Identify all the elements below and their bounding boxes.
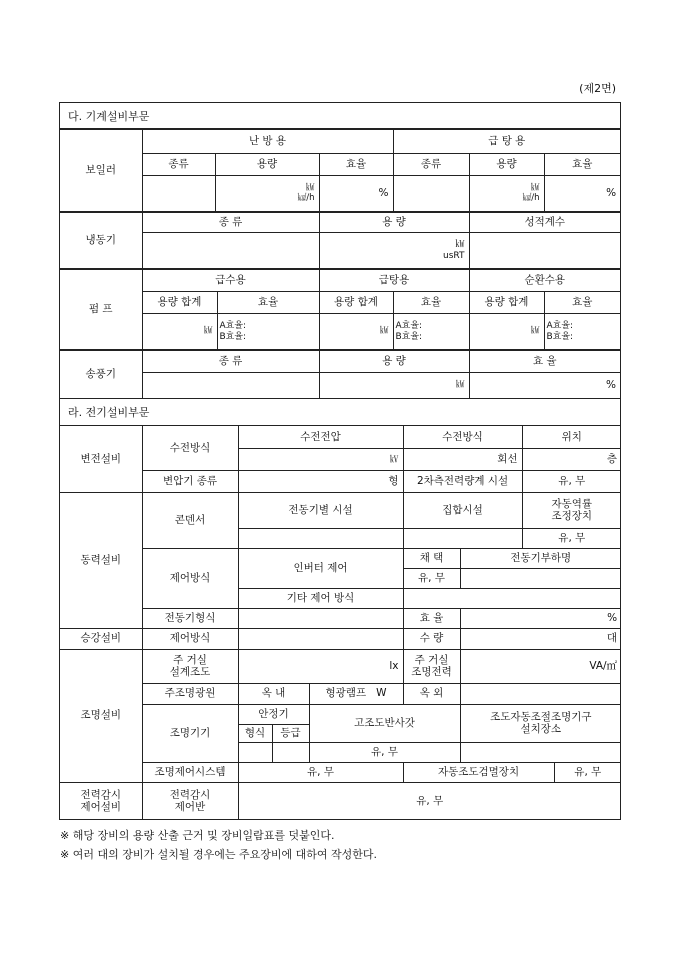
- lighting-power-line1: 주 거실: [414, 653, 449, 666]
- unit-kw: ㎾: [530, 325, 540, 336]
- unit-kcal: ㎉/h: [297, 192, 315, 203]
- boiler-heating-efficiency-input[interactable]: [319, 176, 393, 212]
- monitor-label: [60, 782, 142, 820]
- motor-type-input[interactable]: [238, 608, 403, 628]
- pump-circulation-efficiency-header: 효율: [544, 292, 620, 314]
- unit-kv: ㎸: [390, 454, 399, 465]
- unit-percent: %: [378, 187, 389, 200]
- unit-kw: ㎾: [531, 182, 540, 193]
- monitor-panel-label: [142, 782, 238, 820]
- position-input[interactable]: [522, 448, 621, 470]
- a-efficiency: A효율:: [546, 321, 574, 332]
- other-control-label: 기타 제어 방식: [238, 588, 403, 608]
- b-efficiency: B효율:: [219, 331, 247, 342]
- boiler-hotwater-type-input[interactable]: [393, 176, 469, 212]
- unit-kw: ㎾: [455, 240, 465, 251]
- b-efficiency: B효율:: [546, 331, 574, 342]
- motor-load-input[interactable]: [460, 568, 621, 588]
- auto-dim-input[interactable]: [460, 742, 621, 762]
- lighting-power-input[interactable]: [460, 649, 621, 683]
- type-suffix: 형: [388, 474, 399, 487]
- ballast-header: 안정기: [238, 704, 309, 724]
- unit-percent: %: [607, 611, 618, 624]
- secondary-meter-yesno[interactable]: 유, 무: [522, 470, 621, 492]
- pump-circulation-efficiency-input[interactable]: [544, 314, 620, 350]
- adoption-label: 채 택: [403, 548, 460, 568]
- motor-load-header: 전동기부하명: [460, 548, 621, 568]
- control-system-yesno[interactable]: 유, 무: [238, 762, 403, 782]
- unit-w: W: [376, 687, 387, 700]
- ballast-type-header: 형식: [238, 724, 272, 742]
- auto-pf-line2: 조정장치: [551, 510, 593, 522]
- elevator-quantity-label: 수 량: [403, 628, 460, 649]
- fan-capacity-input[interactable]: [319, 373, 469, 399]
- secondary-meter-label: 2차측전력량계 시설: [403, 470, 522, 492]
- transformer-type-label: 변압기 종류: [142, 470, 238, 492]
- boiler-heating-type-header: 종류: [142, 154, 215, 176]
- elec-section-title: 라. 전기설비부문: [60, 399, 620, 426]
- circuit-input[interactable]: [403, 448, 522, 470]
- outdoor-input[interactable]: [460, 683, 621, 704]
- monitor-panel-line2: 제어반: [174, 801, 206, 814]
- unit-circuit: 회선: [497, 452, 518, 465]
- auto-pf-header: [522, 492, 621, 528]
- chiller-capacity-header: 용 량: [319, 213, 469, 233]
- boiler-hotwater-header: 급 탕 용: [393, 130, 620, 154]
- pump-supply-capacity-header: 용량 합계: [142, 292, 217, 314]
- fan-efficiency-input[interactable]: [469, 373, 620, 399]
- pump-hotwater-efficiency-header: 효율: [393, 292, 469, 314]
- centralized-input[interactable]: [403, 528, 522, 548]
- chiller-cop-input[interactable]: [469, 233, 620, 269]
- elevator-control-input[interactable]: [238, 628, 403, 649]
- auto-pf-line1: 자동역률: [551, 497, 593, 510]
- boiler-heating-capacity-header: 용량: [215, 154, 319, 176]
- position-header: 위치: [522, 426, 621, 448]
- pump-circulation-capacity-header: 용량 합계: [469, 292, 544, 314]
- high-reflect-yesno[interactable]: 유, 무: [309, 742, 460, 762]
- pump-hotwater-capacity-header: 용량 합계: [319, 292, 393, 314]
- chiller-type-header: 종 류: [142, 213, 319, 233]
- motor-individual-header: 전동기별 시설: [238, 492, 403, 528]
- other-control-input[interactable]: [403, 588, 621, 608]
- motor-efficiency-input[interactable]: [460, 608, 621, 628]
- design-lux-input[interactable]: [238, 649, 403, 683]
- fan-efficiency-header: 효 율: [469, 351, 620, 373]
- note-1: ※ 해당 장비의 용량 산출 근거 및 장비일람표를 덧붙인다.: [60, 829, 335, 842]
- receiving-method-header: 수전방식: [403, 426, 522, 448]
- pump-supply-efficiency-header: 효율: [217, 292, 319, 314]
- pump-supply-efficiency-input[interactable]: [217, 314, 319, 350]
- unit-floor: 층: [606, 452, 618, 465]
- elec-table: [60, 426, 621, 820]
- motor-efficiency-label: 효 율: [403, 608, 460, 628]
- unit-usrt: usRT: [443, 250, 465, 261]
- design-lux-label: [142, 649, 238, 683]
- fan-type-input[interactable]: [142, 373, 319, 399]
- lighting-label: 조명설비: [60, 649, 142, 782]
- fan-capacity-header: 용 량: [319, 351, 469, 373]
- form-page-2: [59, 102, 621, 820]
- fixtures-label: 조명기기: [142, 704, 238, 762]
- auto-dim-line2: 설치장소: [520, 723, 562, 735]
- monitor-panel-line1: 전력감시: [169, 789, 211, 802]
- pump-hotwater-efficiency-input[interactable]: [393, 314, 469, 350]
- auto-dimmer-yesno[interactable]: 유, 무: [554, 762, 621, 782]
- design-lux-line2: 설계조도: [169, 666, 211, 678]
- power-label: 동력설비: [60, 492, 142, 628]
- notes: [60, 826, 377, 864]
- auto-dim-header: [460, 704, 621, 742]
- boiler-hotwater-efficiency-header: 효율: [544, 154, 620, 176]
- lighting-power-line2: 조명전력: [411, 666, 452, 678]
- lighting-power-label: [403, 649, 460, 683]
- boiler-heating-efficiency-header: 효율: [319, 154, 393, 176]
- unit-kw: ㎾: [203, 325, 213, 336]
- main-light-source-label: 주조명광원: [142, 683, 238, 704]
- motor-type-label: 전동기형식: [142, 608, 238, 628]
- unit-kw: ㎾: [379, 325, 389, 336]
- high-reflect-header: 고조도반사갓: [309, 704, 460, 742]
- boiler-table: [60, 129, 620, 212]
- motor-individual-input[interactable]: [238, 528, 403, 548]
- unit-va: VA/㎡: [589, 659, 618, 672]
- auto-dimmer-label: 자동조도검멸장치: [403, 762, 554, 782]
- monitor-label-line2: 제어설비: [80, 801, 122, 814]
- auto-dim-line1: 조도자동조절조명기구: [490, 710, 592, 723]
- transformer-type-input[interactable]: [238, 470, 403, 492]
- pump-circulation-header: 순환수용: [469, 270, 620, 292]
- unit-percent: %: [606, 187, 617, 200]
- fluorescent-label: 형광램프: [325, 687, 367, 700]
- pump-hotwater-header: 급탕용: [319, 270, 469, 292]
- condenser-label: 콘덴서: [142, 492, 238, 548]
- fan-type-header: 종 류: [142, 351, 319, 373]
- unit-kcal: ㎉/h: [522, 192, 540, 203]
- page-number: (제2면): [579, 82, 616, 95]
- pump-table: [60, 269, 620, 350]
- boiler-hotwater-capacity-header: 용량: [469, 154, 544, 176]
- chiller-capacity-input[interactable]: [319, 233, 469, 269]
- centralized-header: 집합시설: [403, 492, 522, 528]
- ballast-grade-input[interactable]: [272, 742, 309, 762]
- ballast-grade-header: 등급: [272, 724, 309, 742]
- inverter-header: 인버터 제어: [238, 548, 403, 588]
- boiler-hotwater-efficiency-input[interactable]: [544, 176, 620, 212]
- b-efficiency: B효율:: [395, 331, 423, 342]
- elevator-label: 승강설비: [60, 628, 142, 649]
- outdoor-label: 옥 외: [403, 683, 460, 704]
- monitor-label-line1: 전력감시: [80, 789, 122, 802]
- chiller-type-input[interactable]: [142, 233, 319, 269]
- control-system-label: 조명제어시스템: [142, 762, 238, 782]
- receiving-voltage-input[interactable]: [238, 448, 403, 470]
- unit-count: 대: [606, 632, 618, 645]
- receiving-voltage-header: 수전전압: [238, 426, 403, 448]
- boiler-label: 보일러: [60, 130, 142, 212]
- chiller-table: [60, 212, 620, 269]
- pump-label: 펌 프: [60, 270, 142, 350]
- design-lux-line1: 주 거실: [173, 653, 207, 666]
- boiler-heating-header: 난 방 용: [142, 130, 393, 154]
- unit-percent: %: [606, 379, 616, 392]
- adoption-yesno[interactable]: 유, 무: [403, 568, 460, 588]
- control-method-label: 제어방식: [142, 548, 238, 608]
- chiller-cop-header: 성적계수: [469, 213, 620, 233]
- fluorescent-input[interactable]: [309, 683, 403, 704]
- chiller-label: 냉동기: [60, 213, 142, 269]
- elevator-quantity-input[interactable]: [460, 628, 621, 649]
- elevator-control-label: 제어방식: [142, 628, 238, 649]
- a-efficiency: A효율:: [219, 321, 247, 332]
- boiler-hotwater-capacity-input[interactable]: [469, 176, 544, 212]
- pump-circulation-capacity-input[interactable]: [469, 314, 544, 350]
- monitor-yesno[interactable]: 유, 무: [238, 782, 621, 820]
- pump-supply-capacity-input[interactable]: [142, 314, 217, 350]
- auto-pf-yesno[interactable]: 유, 무: [522, 528, 621, 548]
- note-2: ※ 여러 대의 장비가 설치될 경우에는 주요장비에 대하여 작성한다.: [60, 848, 377, 861]
- a-efficiency: A효율:: [395, 321, 423, 332]
- substation-label: 변전설비: [60, 426, 142, 492]
- unit-kw: ㎾: [455, 379, 465, 390]
- unit-kw: ㎾: [305, 182, 315, 193]
- indoor-label: 옥 내: [238, 683, 309, 704]
- boiler-hotwater-type-header: 종류: [393, 154, 469, 176]
- unit-lx: lx: [389, 659, 399, 672]
- fan-table: [60, 350, 620, 399]
- pump-supply-header: 급수용: [142, 270, 319, 292]
- boiler-heating-capacity-input[interactable]: [215, 176, 319, 212]
- ballast-type-input[interactable]: [238, 742, 272, 762]
- receiving-method-label: 수전방식: [142, 426, 238, 470]
- fan-label: 송풍기: [60, 351, 142, 399]
- mech-section-title: 다. 기계설비부문: [60, 103, 620, 129]
- pump-hotwater-capacity-input[interactable]: [319, 314, 393, 350]
- boiler-heating-type-input[interactable]: [142, 176, 215, 212]
